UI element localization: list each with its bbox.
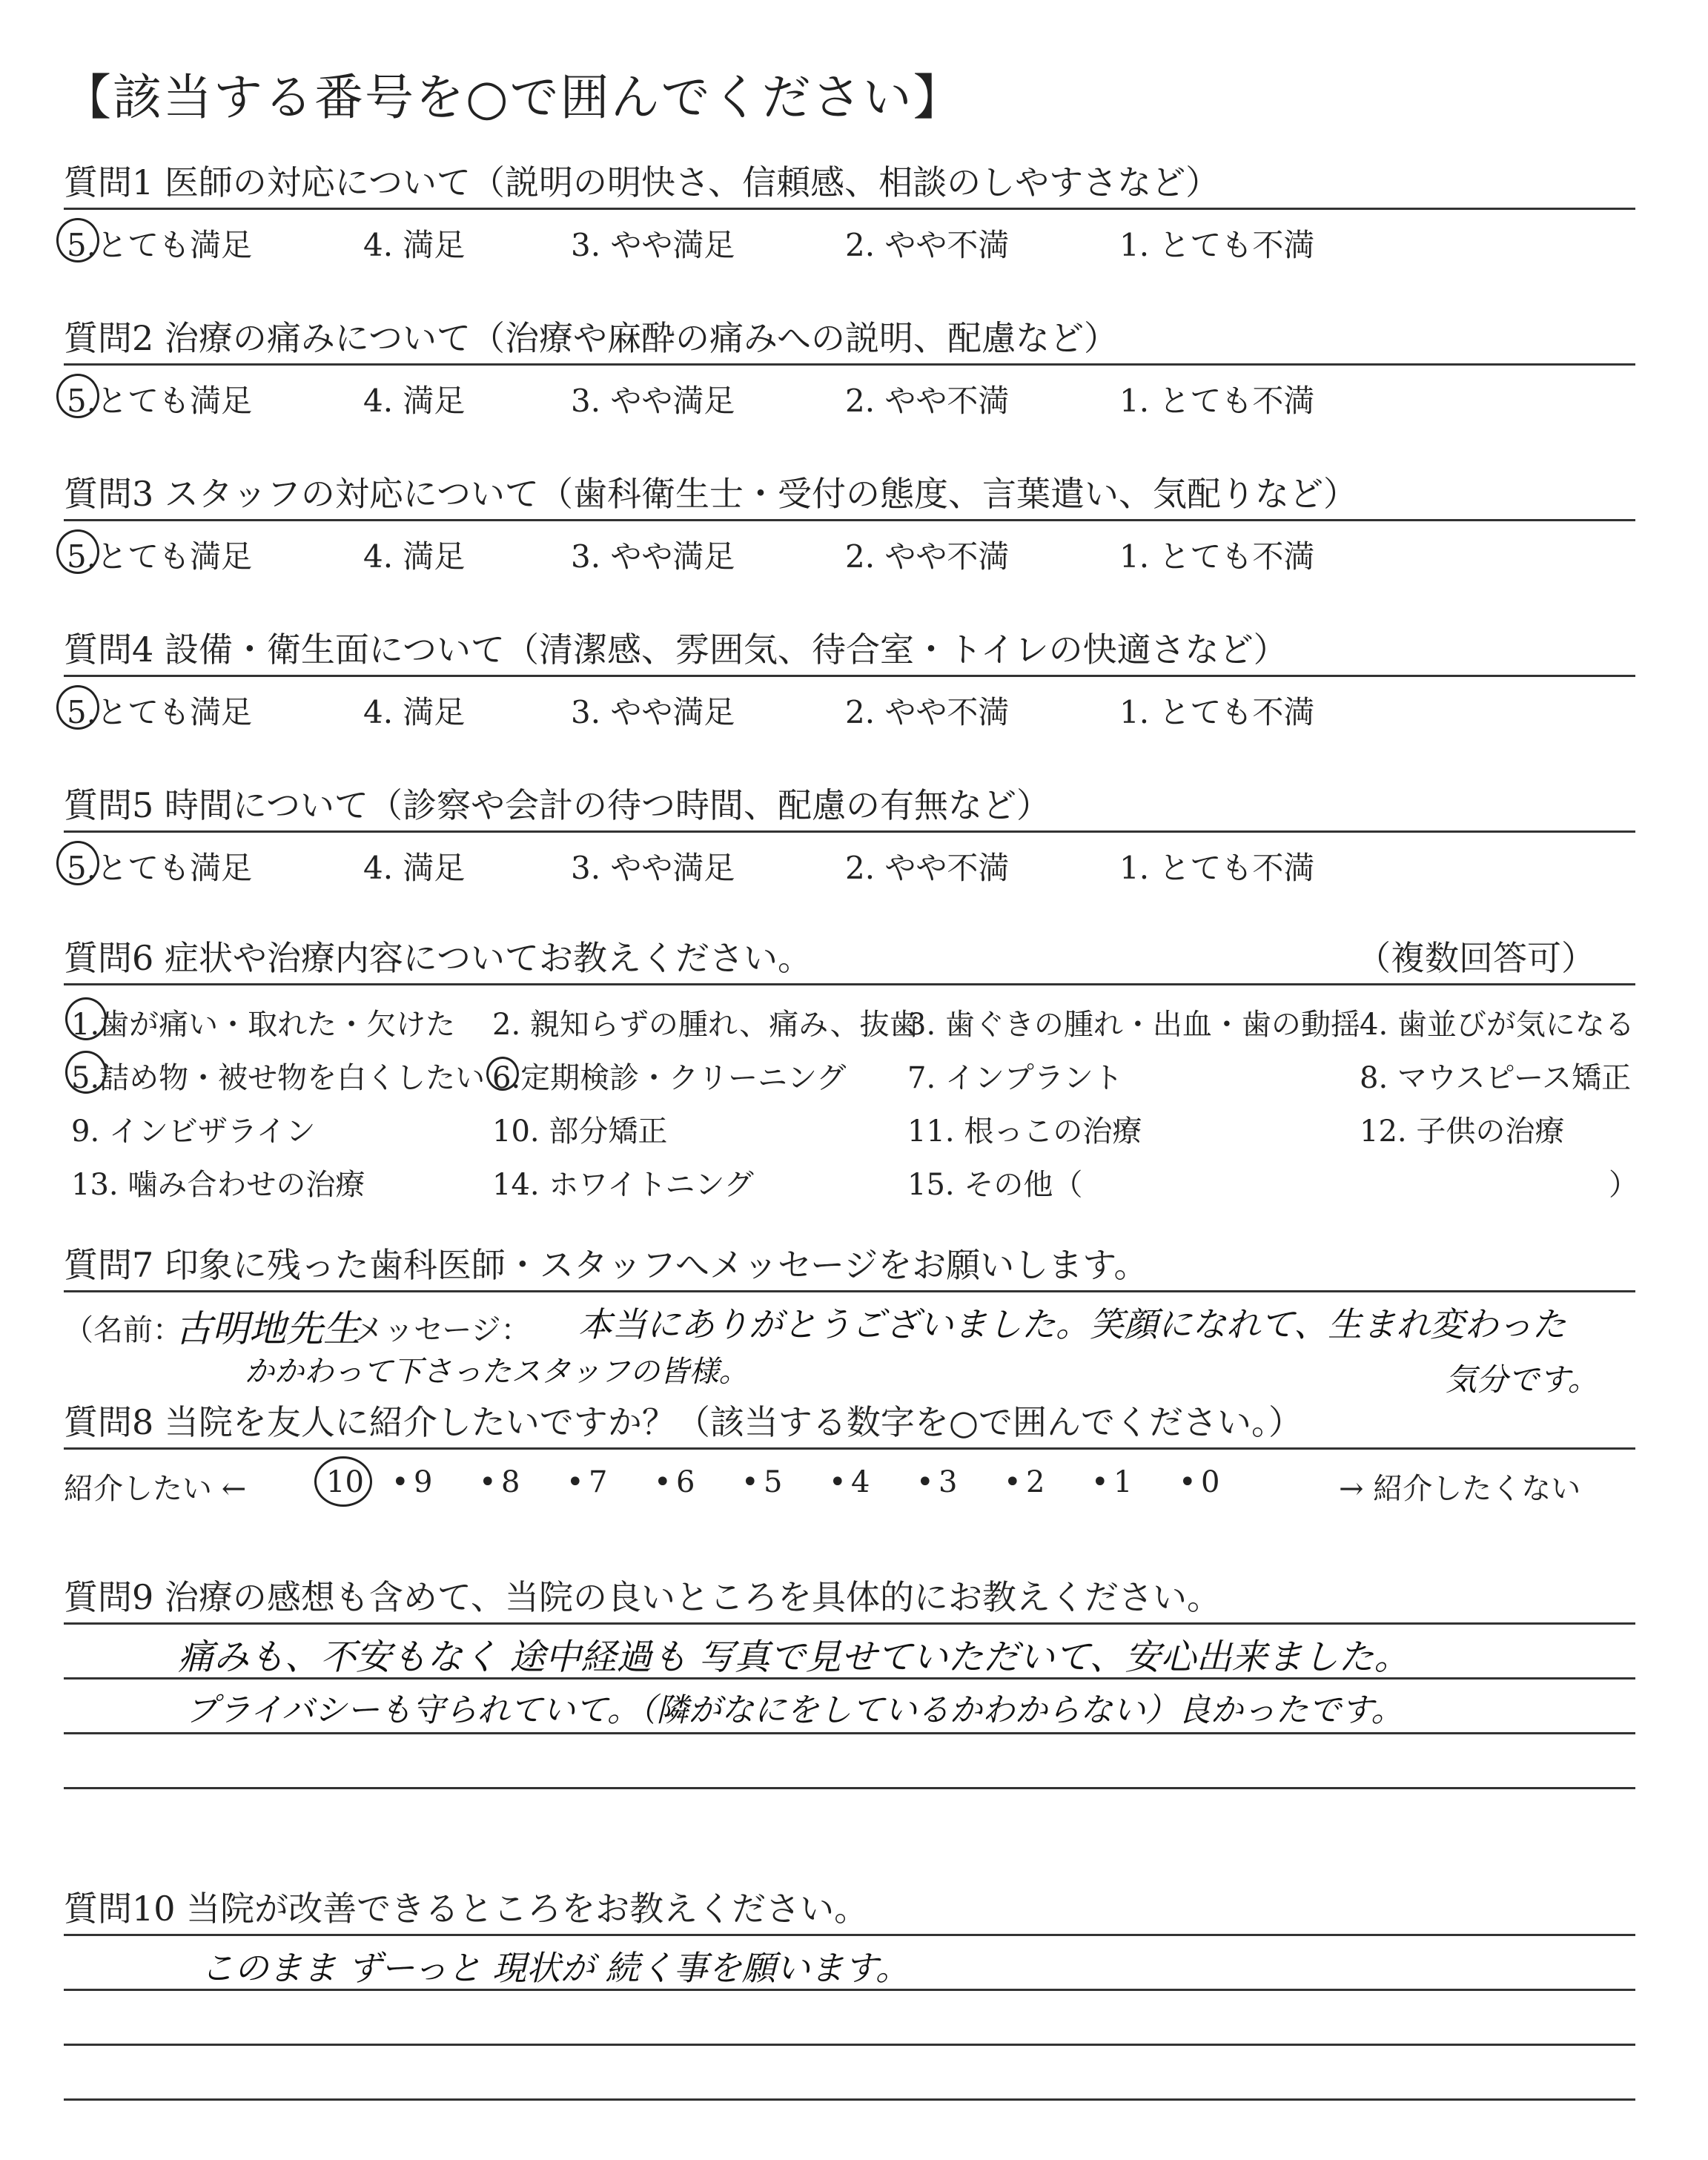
q9-title: 質問9 治療の感想も含めて、当院の良いところを具体的にお教えください。: [64, 1577, 1221, 1617]
rating-option[interactable]: 4. 満足: [363, 850, 466, 886]
q9-rule-3: [64, 1732, 1635, 1734]
q9-rule-1: [64, 1622, 1635, 1625]
q6-note: （複数回答可）: [1357, 938, 1595, 978]
q8-scale-separator: •: [566, 1465, 584, 1499]
rating-question-title: 質問2 治療の痛みについて（治療や麻酔の痛みへの説明、配慮など）: [64, 318, 1119, 358]
q8-scale-value[interactable]: 2: [1026, 1465, 1045, 1499]
rating-option[interactable]: 1. とても不満: [1119, 383, 1315, 419]
q8-scale-separator: •: [741, 1465, 759, 1499]
q10-rule-1: [64, 1934, 1635, 1936]
q8-scale-value[interactable]: 7: [589, 1465, 608, 1499]
q6-option[interactable]: 11. 根っこの治療: [907, 1114, 1142, 1149]
q7-name-label: （名前：: [64, 1313, 182, 1347]
q9-answer-line1[interactable]: 痛みも、不安もなく 途中経過も 写真で見せていただいて、安心出来ました。: [178, 1636, 1410, 1678]
selected-answer-circle: [56, 218, 99, 262]
q6-option[interactable]: 8. マウスピース矯正: [1360, 1061, 1632, 1095]
selected-answer-circle: [56, 374, 99, 418]
q6-option[interactable]: 15. その他（: [907, 1168, 1083, 1202]
q7-message-label: メッセージ：: [354, 1313, 531, 1347]
rating-option[interactable]: 3. やや満足: [571, 383, 735, 419]
rating-question-rule: [64, 363, 1635, 366]
rating-option[interactable]: 4. 満足: [363, 227, 466, 263]
q10-rule-3: [64, 2044, 1635, 2046]
q8-scale-separator: •: [654, 1465, 672, 1499]
rating-option[interactable]: 3. やや満足: [571, 694, 735, 730]
q8-scale-value[interactable]: 5: [764, 1465, 783, 1499]
q6-option[interactable]: 5.詰め物・被せ物を白くしたい: [71, 1061, 486, 1095]
q10-rule-4: [64, 2098, 1635, 2101]
rating-option[interactable]: 2. やや不満: [845, 383, 1010, 419]
q8-scale-separator: •: [1179, 1465, 1196, 1499]
rating-question-title: 質問3 スタッフの対応について（歯科衛生士・受付の態度、言葉遣い、気配りなど）: [64, 474, 1357, 514]
rating-option[interactable]: 5.とても満足: [67, 383, 253, 419]
rating-option[interactable]: 2. やや不満: [845, 850, 1010, 886]
q8-scale-value[interactable]: 8: [501, 1465, 520, 1499]
q9-rule-4: [64, 1787, 1635, 1789]
rating-question-title: 質問4 設備・衛生面について（清潔感、雰囲気、待合室・トイレの快適さなど）: [64, 630, 1288, 670]
q6-option[interactable]: 1.歯が痛い・取れた・欠けた: [71, 1008, 456, 1042]
q10-title: 質問10 当院が改善できるところをお教えください。: [64, 1889, 869, 1929]
q7-message-line2[interactable]: かかわって下さったスタッフの皆様。: [245, 1355, 749, 1389]
q8-scale-separator: •: [479, 1465, 497, 1499]
rating-option[interactable]: 2. やや不満: [845, 227, 1010, 263]
q7-title: 質問7 印象に残った歯科医師・スタッフへメッセージをお願いします。: [64, 1245, 1148, 1285]
q7-message-line3[interactable]: 気分です。: [1446, 1361, 1599, 1398]
rating-option[interactable]: 2. やや不満: [845, 538, 1010, 575]
q7-rule: [64, 1290, 1635, 1292]
q6-title: 質問6 症状や治療内容についてお教えください。: [64, 938, 812, 978]
q8-scale-value[interactable]: 4: [851, 1465, 870, 1499]
rating-question-rule: [64, 830, 1635, 833]
q6-option[interactable]: 3. 歯ぐきの腫れ・出血・歯の動揺: [907, 1008, 1360, 1042]
selected-answer-circle: [314, 1456, 372, 1507]
q8-scale-separator: •: [1004, 1465, 1022, 1499]
q10-answer-line1[interactable]: このまま ずーっと 現状が 続く事を願います。: [200, 1948, 910, 1988]
q8-scale-value[interactable]: 3: [939, 1465, 958, 1499]
selected-answer-circle: [486, 1057, 519, 1091]
rating-option[interactable]: 3. やや満足: [571, 538, 735, 575]
q8-scale-value[interactable]: 9: [414, 1465, 433, 1499]
q8-scale-separator: •: [829, 1465, 847, 1499]
rating-option[interactable]: 1. とても不満: [1119, 694, 1315, 730]
q8-scale-separator: •: [1091, 1465, 1109, 1499]
rating-option[interactable]: 1. とても不満: [1119, 850, 1315, 886]
rating-option[interactable]: 5.とても満足: [67, 694, 253, 730]
q8-scale-separator: •: [391, 1465, 409, 1499]
q8-left-label: 紹介したい ←: [64, 1472, 247, 1506]
rating-question-title: 質問5 時間について（診察や会計の待つ時間、配慮の有無など）: [64, 785, 1050, 825]
q8-scale-value[interactable]: 6: [676, 1465, 695, 1499]
q7-message-line1[interactable]: 本当にありがとうございました。笑顔になれて、生まれ変わった: [578, 1304, 1566, 1344]
rating-option[interactable]: 4. 満足: [363, 694, 466, 730]
q6-option[interactable]: 9. インビザライン: [71, 1114, 316, 1149]
q6-option[interactable]: 13. 噛み合わせの治療: [71, 1168, 365, 1202]
rating-option[interactable]: 1. とても不満: [1119, 538, 1315, 575]
selected-answer-circle: [56, 685, 99, 730]
q8-scale-value[interactable]: 0: [1201, 1465, 1220, 1499]
q9-answer-line2[interactable]: プライバシーも守られていて。（隣がなにをしているかわからない）良かったです。: [185, 1691, 1404, 1729]
rating-option[interactable]: 3. やや満足: [571, 227, 735, 263]
rating-question-rule: [64, 208, 1635, 210]
rating-question-title: 質問1 医師の対応について（説明の明快さ、信頼感、相談のしやすさなど）: [64, 162, 1220, 202]
rating-option[interactable]: 5.とても満足: [67, 850, 253, 886]
q8-scale-separator: •: [916, 1465, 934, 1499]
selected-answer-circle: [65, 997, 107, 1040]
rating-option[interactable]: 3. やや満足: [571, 850, 735, 886]
q8-title: 質問8 当院を友人に紹介したいですか？（該当する数字を○で囲んでください。）: [64, 1402, 1303, 1442]
rating-question-rule: [64, 519, 1635, 521]
q6-option[interactable]: 14. ホワイトニング: [492, 1168, 754, 1202]
rating-question-rule: [64, 675, 1635, 677]
q6-option[interactable]: 10. 部分矯正: [492, 1114, 668, 1149]
rating-option[interactable]: 4. 満足: [363, 383, 466, 419]
selected-answer-circle: [56, 529, 99, 574]
rating-option[interactable]: 2. やや不満: [845, 694, 1010, 730]
rating-option[interactable]: 1. とても不満: [1119, 227, 1315, 263]
q6-option[interactable]: 7. インプラント: [907, 1061, 1123, 1095]
q6-option[interactable]: 6.定期検診・クリーニング: [492, 1061, 847, 1095]
q6-option[interactable]: 2. 親知らずの腫れ、痛み、抜歯: [492, 1008, 919, 1042]
q8-rule: [64, 1447, 1635, 1450]
q8-right-label: → 紹介したくない: [1339, 1472, 1581, 1506]
selected-answer-circle: [56, 841, 99, 885]
q6-rule: [64, 983, 1635, 985]
q6-option[interactable]: ）: [1609, 1168, 1638, 1202]
rating-option[interactable]: 4. 満足: [363, 538, 466, 575]
rating-option[interactable]: 5.とても満足: [67, 227, 253, 263]
q8-scale-value[interactable]: 1: [1113, 1465, 1133, 1499]
q7-name-value[interactable]: 古明地先生: [175, 1307, 360, 1350]
q6-option[interactable]: 12. 子供の治療: [1360, 1114, 1565, 1149]
rating-option[interactable]: 5.とても満足: [67, 538, 253, 575]
q6-option[interactable]: 4. 歯並びが気になる: [1360, 1008, 1635, 1042]
q8-scale-value[interactable]: 10: [326, 1465, 364, 1499]
selected-answer-circle: [65, 1051, 107, 1094]
page-title: 【該当する番号を○で囲んでください】: [62, 69, 964, 126]
